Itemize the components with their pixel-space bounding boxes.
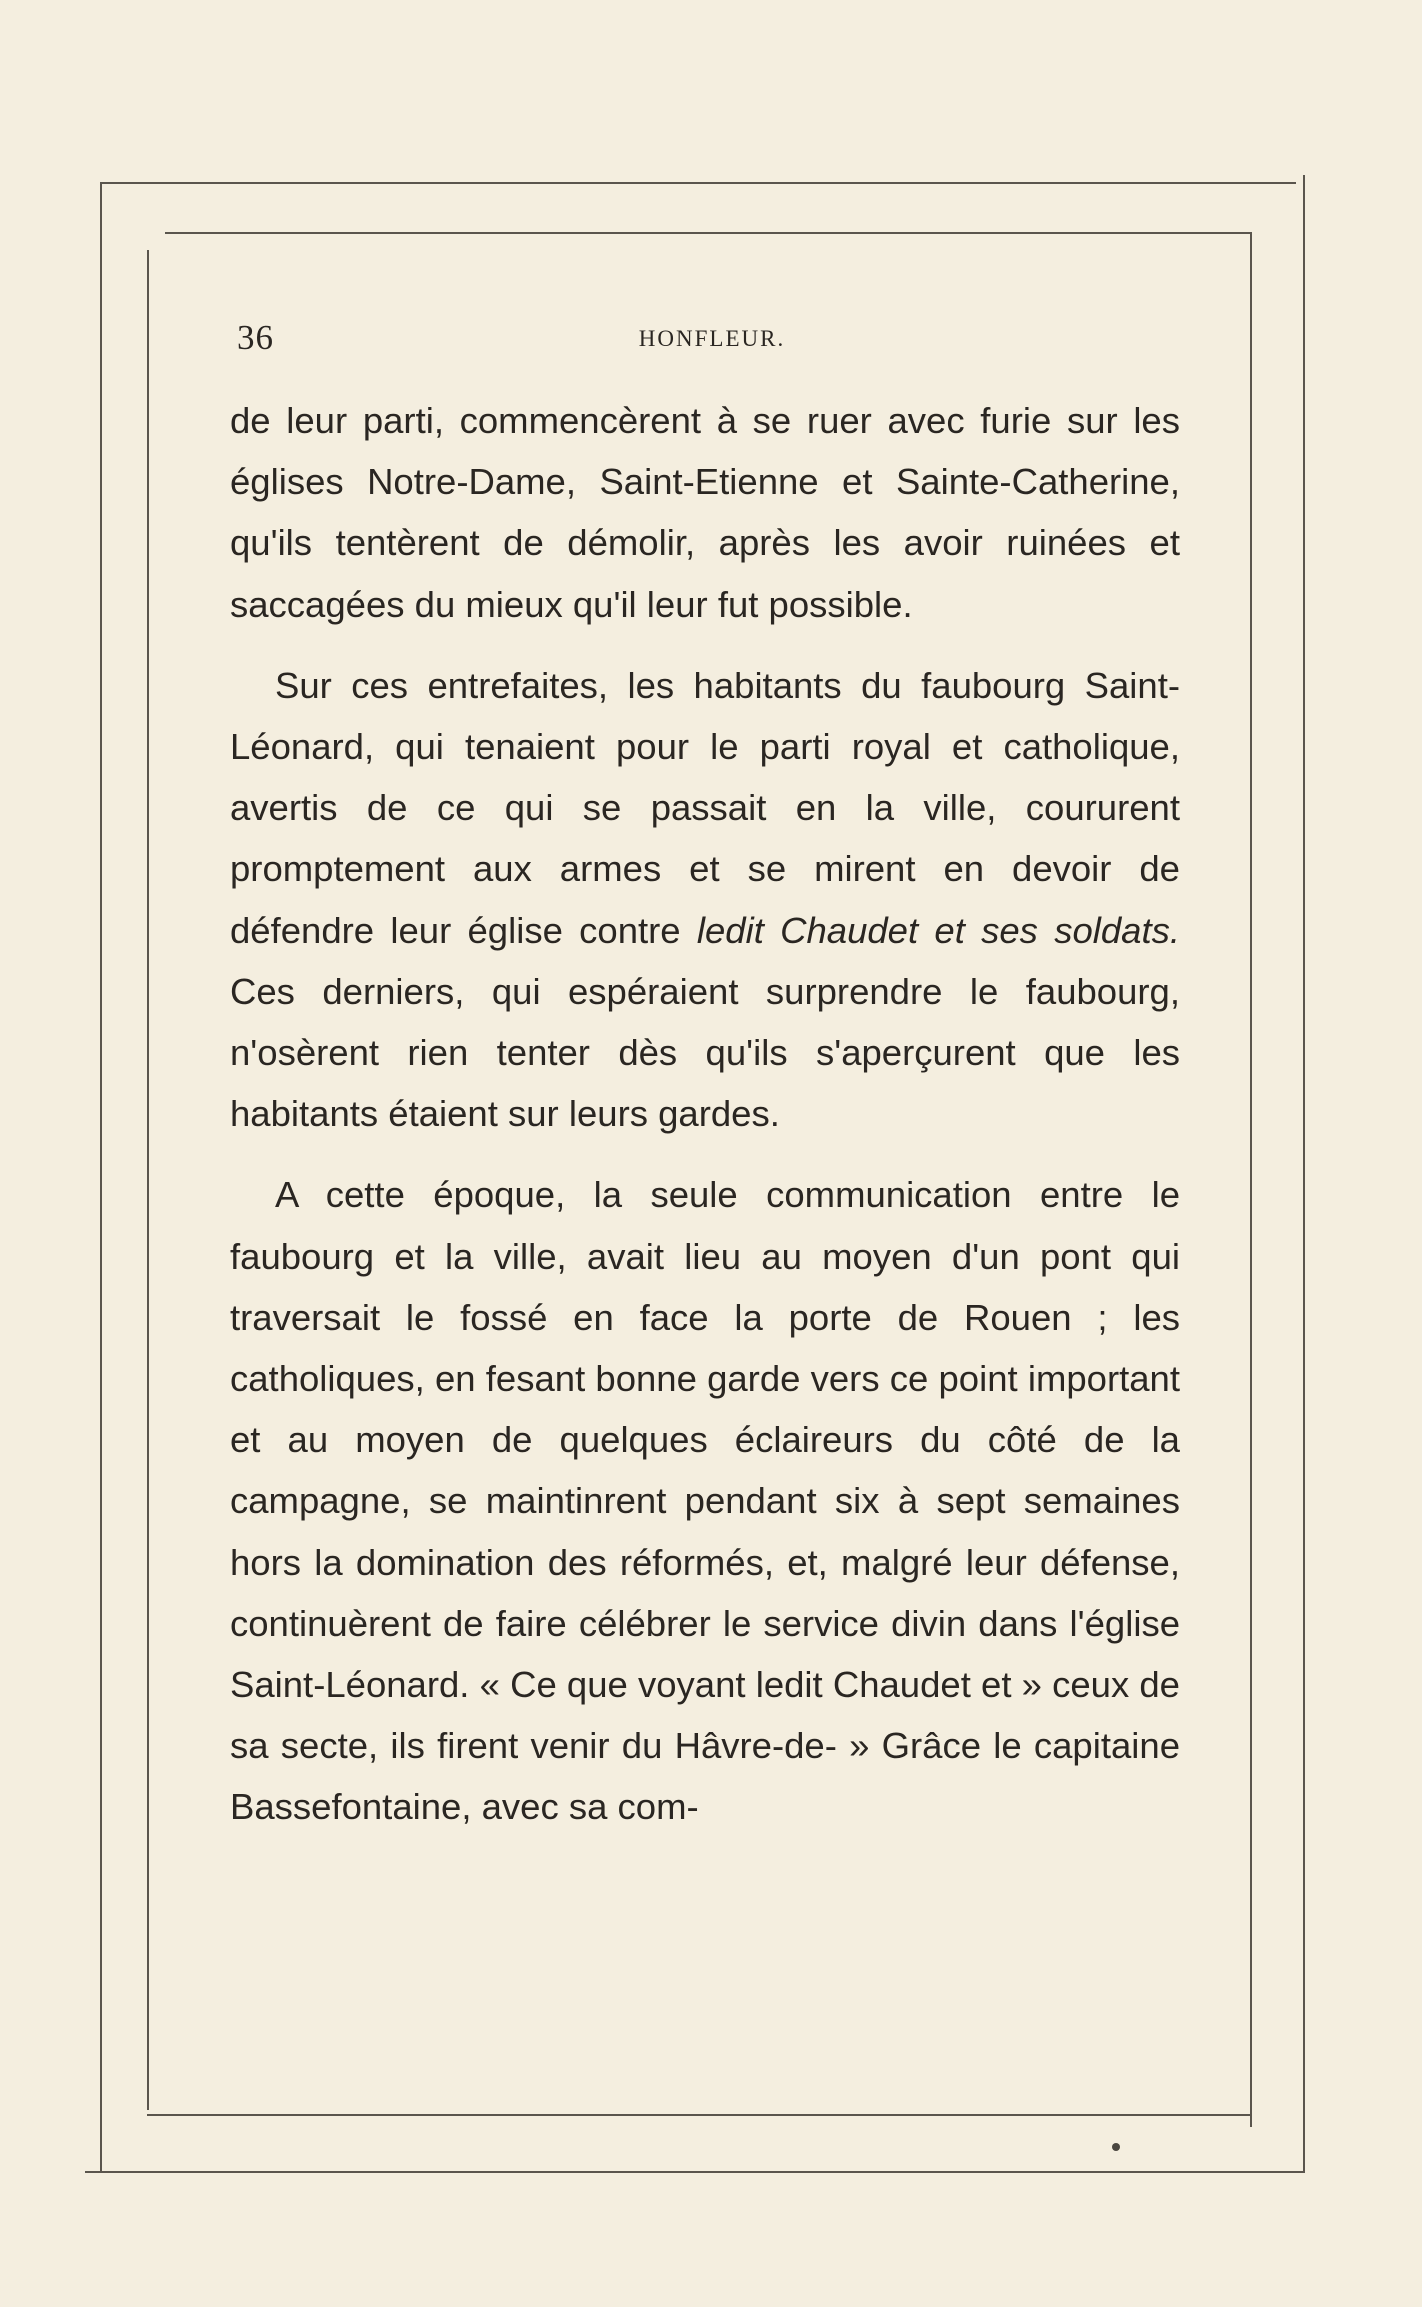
page-number: 36 — [237, 318, 274, 357]
paragraph: de leur parti, commencèrent à se ruer avec furie sur les églises Notre-Dame, Saint-Etienne et Sainte-Catherine, qu'ils tentèrent de démolir, après les avoir ruinées et saccagées du mieux qu'il leur fut possible. — [230, 400, 1180, 625]
frame-rule-top-outer — [100, 182, 1296, 184]
frame-rule-top-inner — [165, 232, 1250, 234]
page-header — [237, 318, 1177, 358]
frame-rule-bottom-outer — [85, 2171, 1305, 2173]
frame-rule-left-outer — [100, 182, 102, 2172]
frame-rule-left-inner — [147, 250, 149, 2110]
running-title: HONFLEUR. — [638, 326, 786, 351]
frame-rule-right-outer — [1303, 175, 1305, 2172]
paragraph: A cette époque, la seule communication entre le faubourg et la ville, avait lieu au moyen d'un pont qui traversait le fossé en face la porte de Rouen ; les catholiques, en fesant bonne garde vers ce point important et au moyen de quelques éclaireurs du côté de la campagne, se maintinrent pendant six à sept semaines hors la domination des réformés, et, malgré leur défense, continuèrent de faire célébrer le service divin dans l'église Saint-Léonard. « Ce que voyant ledit Chaudet et » ceux de sa secte, ils firent venir du Hâvre-de- » Grâce le capitaine Bassefontaine, avec sa com- — [230, 1174, 1180, 1828]
paragraph-text: Ces derniers, qui espéraient surprendre le faubourg, n'osèrent rien tenter dès qu'ils s'aperçurent que les habitants étaient sur leurs gardes. — [230, 970, 1180, 1135]
paragraph-text: Sur ces entrefaites, les habitants du faubourg Saint-Léonard, qui tenaient pour le parti royal et catholique, avertis de ce qui se passait en la ville, coururent promptement aux armes et se mirent en devoir de défendre leur église contre — [230, 664, 1180, 951]
italic-phrase: ledit Chaudet et ses soldats. — [696, 909, 1180, 951]
body-text — [230, 390, 1180, 1858]
paragraph — [230, 655, 1180, 1145]
frame-rule-right-inner — [1250, 232, 1252, 2127]
frame-rule-bottom-inner — [147, 2114, 1250, 2116]
ink-dot — [1112, 2143, 1120, 2151]
